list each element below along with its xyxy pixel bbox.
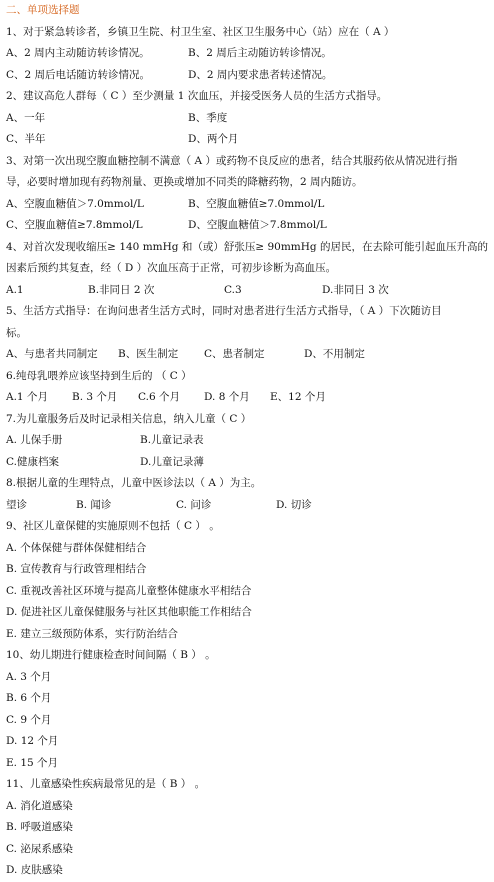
question-6-stem: 6.纯母乳喂养应该坚持到生后的 （ C ） [6, 369, 192, 382]
question-3-stem-line2: 导，必要时增加现有药物剂量、更换或增加不同类的降糖药物，2 周内随访。 [6, 176, 363, 188]
option-a: A、2 周内主动随访转诊情况。 [6, 47, 150, 59]
option-d: D、两个月 [188, 133, 239, 145]
option-b: B. 闻诊 [76, 498, 112, 511]
option-a: A. 儿保手册 [6, 434, 63, 446]
option-c: C. 泌尿系感染 [6, 842, 73, 855]
option-a: A. 3 个月 [6, 670, 52, 683]
question-9-stem: 9、社区儿童保健的实施原则不包括（ C ） 。 [6, 520, 220, 532]
option-c: C. 问诊 [176, 498, 212, 511]
option-a: A、空腹血糖值＞7.0mmol/L [6, 197, 144, 210]
option-a: A.1 个月 [6, 391, 48, 403]
option-a: A、与患者共同制定 [6, 348, 98, 360]
question-2-stem: 2、建议高危人群每（ C ）至少测量 1 次血压，并接受医务人员的生活方式指导。 [6, 90, 388, 102]
question-3-options-row2 [6, 215, 488, 237]
question-4-options [6, 280, 488, 302]
option-d: D.儿童记录薄 [140, 455, 204, 468]
question-5-stem-line1: 5、生活方式指导：在询问患者生活方式时，同时对患者进行生活方式指导，（ A ）下次随访目 [6, 305, 442, 317]
question-4-stem-line1: 4、对首次发现收缩压≥ 140 mmHg 和（或）舒张压≥ 90mmHg 的居民，在去除可能引起血压升高的 [6, 240, 488, 253]
option-b: B.非同日 2 次 [88, 283, 155, 296]
option-b: B. 3 个月 [72, 391, 118, 403]
option-c: C. 9 个月 [6, 713, 52, 726]
question-7-options-row2 [6, 452, 488, 474]
option-c: C.3 [224, 283, 242, 296]
option-d: D. 切诊 [276, 498, 312, 511]
option-e: E、12 个月 [270, 391, 326, 403]
option-d: D. 8 个月 [204, 391, 250, 403]
question-1-options-row1 [6, 43, 488, 65]
section-title: 二、单项选择题 [6, 4, 80, 16]
option-b: B. 呼吸道感染 [6, 821, 73, 833]
question-7-stem: 7.为儿童服务后及时记录相关信息，纳入儿童（ C ） [6, 412, 252, 425]
question-4-stem-line2: 因素后预约其复查，经（ D ）次血压高于正常，可初步诊断为高血压。 [6, 262, 337, 274]
option-b: B.儿童记录表 [140, 434, 204, 446]
question-5-options [6, 344, 488, 366]
option-b: B. 宣传教育与行政管理相结合 [6, 563, 147, 575]
question-1-stem: 1、对于紧急转诊者，乡镇卫生院、村卫生室、社区卫生服务中心（站）应在（ A ） [6, 25, 395, 38]
option-d: D. 12 个月 [6, 735, 59, 747]
question-1-options-row2 [6, 65, 488, 87]
option-b: B、季度 [188, 111, 228, 124]
option-c: C. 重视改善社区环境与提高儿童整体健康水平相结合 [6, 584, 252, 597]
option-a: A. 消化道感染 [6, 799, 73, 812]
question-2-options-row2 [6, 129, 488, 151]
question-11-stem: 11、儿童感染性疾病最常见的是（ B ） 。 [6, 778, 206, 790]
option-c: C、半年 [6, 133, 46, 145]
question-5-stem-line2: 标。 [6, 326, 27, 339]
option-a: A.1 [6, 283, 24, 296]
option-c: C.健康档案 [6, 455, 59, 468]
question-10-stem: 10、幼儿期进行健康检查时间间隔（ B ） 。 [6, 649, 216, 661]
question-8-stem: 8.根据儿童的生理特点，儿童中医诊法以（ A ）为主。 [6, 477, 262, 489]
option-d: D、2 周内要求患者转述情况。 [188, 68, 333, 81]
option-b: B、2 周后主动随访转诊情况。 [188, 47, 332, 59]
option-c: C.6 个月 [138, 391, 181, 403]
question-3-options-row1 [6, 194, 488, 216]
option-d: D. 皮肤感染 [6, 864, 63, 876]
question-6-options [6, 387, 488, 409]
question-7-options-row1 [6, 430, 488, 452]
question-8-options [6, 495, 488, 517]
question-2-options-row1 [6, 108, 488, 130]
option-c: C、患者制定 [204, 348, 265, 360]
option-d: D、不用制定 [304, 348, 365, 360]
option-a: A、一年 [6, 111, 46, 124]
option-c: C、2 周后电话随访转诊情况。 [6, 68, 151, 81]
option-b: B. 6 个月 [6, 692, 52, 704]
option-d: D、空腹血糖值＞7.8mmol/L [188, 219, 327, 231]
option-b: B、医生制定 [118, 348, 179, 360]
option-e: E. 建立三级预防体系，实行防治结合 [6, 627, 178, 640]
question-3-stem-line1: 3、对第一次出现空腹血糖控制不满意（ A ）或药物不良反应的患者，结合其服药依从情况进行指 [6, 154, 458, 167]
option-e: E. 15 个月 [6, 756, 59, 769]
option-b: B、空腹血糖值≥7.0mmol/L [188, 197, 325, 210]
option-a: A. 个体保健与群体保健相结合 [6, 541, 147, 554]
option-a: 望诊 [6, 498, 27, 511]
option-d: D. 促进社区儿童保健服务与社区其他职能工作相结合 [6, 606, 252, 618]
option-c: C、空腹血糖值≥7.8mmol/L [6, 219, 143, 231]
option-d: D.非同日 3 次 [322, 283, 389, 296]
